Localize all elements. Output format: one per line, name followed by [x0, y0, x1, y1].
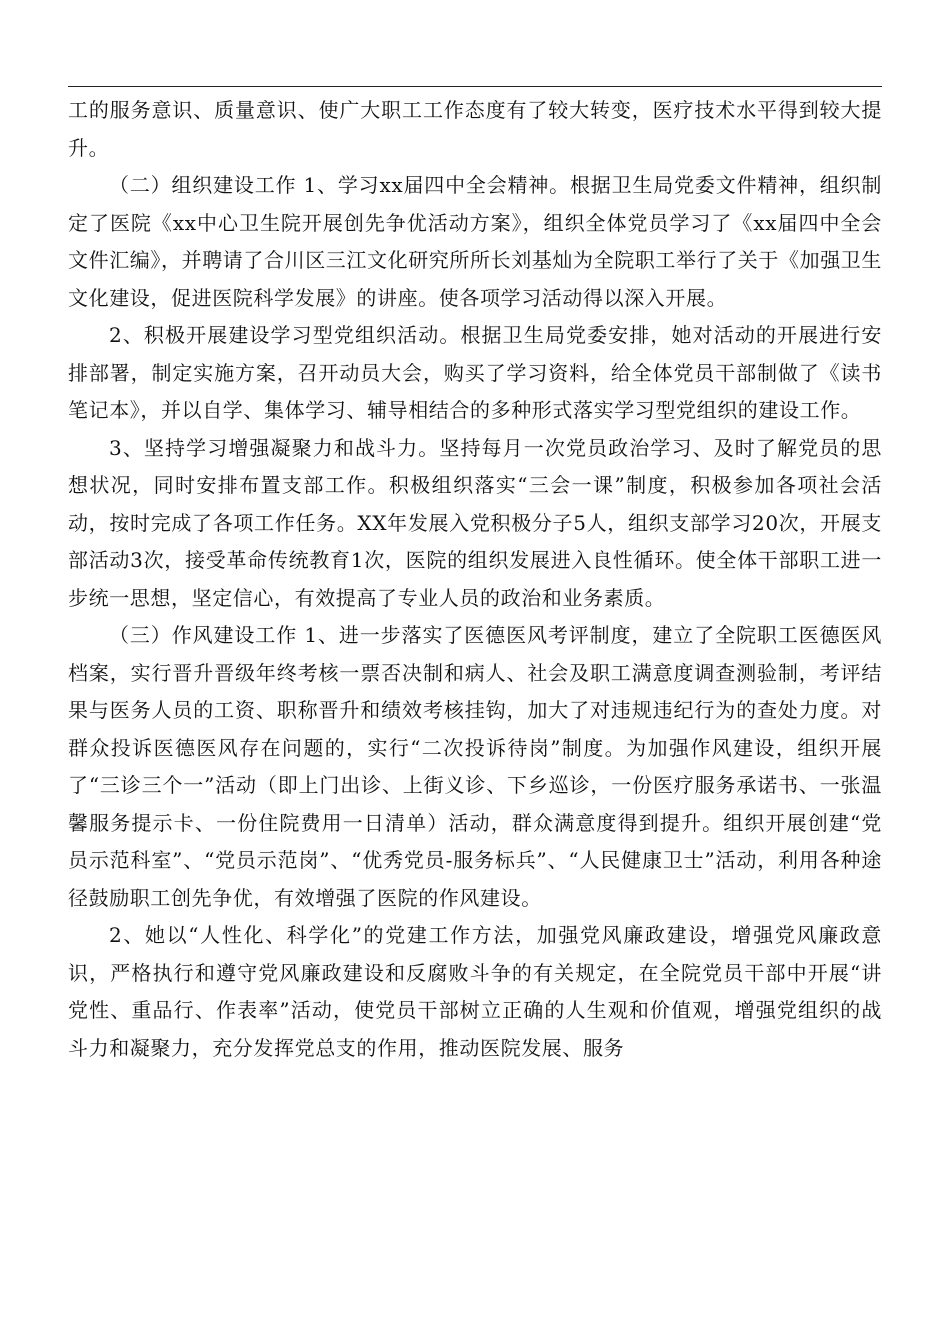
- paragraph-organization-building: （二）组织建设工作 1、学习xx届四中全会精神。根据卫生局党委文件精神，组织制定了医院《xx中心卫生院开展创先争优活动方案》，组织全体党员学习了《xx届四中全会文件汇编》，并聘请了合川区三江文化研究所所长刘基灿为全院职工举行了关于《加强卫生文化建设，促进医院科学发展》的讲座。使各项学习活动得以深入开展。: [68, 173, 882, 310]
- paragraph-work-style: （三）作风建设工作 1、进一步落实了医德医风考评制度，建立了全院职工医德医风档案，实行晋升晋级年终考核一票否决制和病人、社会及职工满意度调查测验制，考评结果与医务人员的工资、职称晋升和绩效考核挂钩，加大了对违规违纪行为的查处力度。对群众投诉医德医风存在问题的，实行“二次投诉待岗”制度。为加强作风建设，组织开展了“三诊三个一”活动（即上门出诊、上街义诊、下乡巡诊，一份医疗服务承诺书、一张温馨服务提示卡、一份住院费用一日清单）活动，群众满意度得到提升。组织开展创建“党员示范科室”、“党员示范岗”、“优秀党员-服务标兵”、“人民健康卫士”活动，利用各种途径鼓励职工创先争优，有效增强了医院的作风建设。: [68, 623, 882, 910]
- document-body: [68, 92, 882, 1067]
- paragraph-cohesion: 3、坚持学习增强凝聚力和战斗力。坚持每月一次党员政治学习、及时了解党员的思想状况，同时安排布置支部工作。积极组织落实“三会一课”制度，积极参加各项社会活动，按时完成了各项工作任务。XX年发展入党积极分子5人，组织支部学习20次，开展支部活动3次，接受革命传统教育1次，医院的组织发展进入良性循环。使全体干部职工进一步统一思想，坚定信心，有效提高了专业人员的政治和业务素质。: [68, 435, 882, 610]
- paragraph-integrity: 2、她以“人性化、科学化”的党建工作方法，加强党风廉政建设，增强党风廉政意识，严格执行和遵守党风廉政建设和反腐败斗争的有关规定，在全院党员干部中开展“讲党性、重品行、作表率”活动，使党员干部树立正确的人生观和价值观，增强党组织的战斗力和凝聚力，充分发挥党总支的作用，推动医院发展、服务: [68, 923, 882, 1060]
- paragraph-continuation: 工的服务意识、质量意识、使广大职工工作态度有了较大转变，医疗技术水平得到较大提升。: [68, 98, 882, 160]
- header-rule: [68, 86, 882, 87]
- paragraph-learning-party-organization: 2、积极开展建设学习型党组织活动。根据卫生局党委安排，她对活动的开展进行安排部署，制定实施方案，召开动员大会，购买了学习资料，给全体党员干部制做了《读书笔记本》，并以自学、集体学习、辅导相结合的多种形式落实学习型党组织的建设工作。: [68, 323, 882, 422]
